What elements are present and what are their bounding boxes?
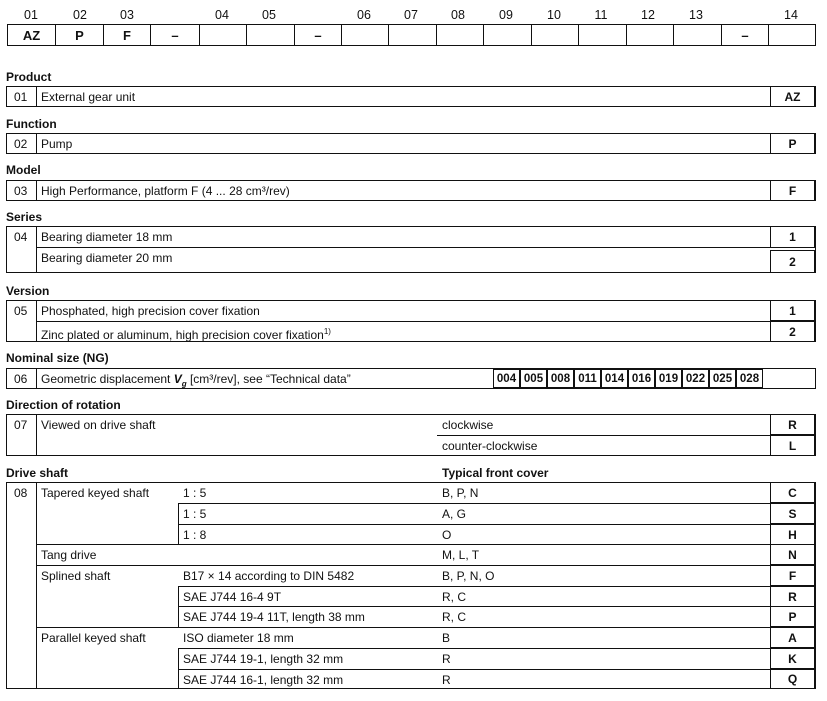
front-cover: R	[442, 652, 451, 666]
shaft-spec: B17 × 14 according to DIN 5482	[183, 569, 355, 583]
section-title-series: Series	[6, 210, 43, 224]
front-cover: B, P, N, O	[442, 569, 495, 583]
row-description: Bearing diameter 20 mm	[41, 251, 173, 265]
shaft-spec: 1 : 5	[183, 486, 207, 500]
position-number: 02	[73, 8, 87, 22]
row-number: 05	[14, 304, 28, 318]
rotation-label: clockwise	[442, 418, 494, 432]
shaft-group-name: Splined shaft	[41, 569, 111, 583]
shaft-spec: ISO diameter 18 mm	[183, 631, 294, 645]
option-code: 1	[770, 226, 815, 248]
section-title-nominal-size: Nominal size (NG)	[6, 351, 109, 365]
shaft-spec: SAE J744 16-1, length 32 mm	[183, 673, 344, 687]
code-box	[673, 24, 722, 46]
front-cover: B, P, N	[442, 486, 479, 500]
section-title-model: Model	[6, 163, 41, 177]
section-title-version: Version	[6, 284, 50, 298]
code-box	[626, 24, 674, 46]
option-code: H	[770, 524, 815, 545]
front-cover: B	[442, 631, 451, 645]
shaft-spec: SAE J744 16-4 9T	[183, 590, 282, 604]
position-number: 03	[120, 8, 134, 22]
row-number: 08	[14, 486, 28, 500]
position-number: 11	[594, 8, 608, 22]
row-number: 02	[14, 137, 28, 151]
front-cover: O	[442, 528, 452, 542]
code-box	[768, 24, 816, 46]
code-box: AZ	[7, 24, 56, 46]
position-number: 07	[404, 8, 418, 22]
function-row	[6, 133, 816, 154]
row-description: Phosphated, high precision cover fixation	[41, 304, 260, 318]
shaft-group-name: Tang drive	[41, 548, 97, 562]
row-number: 06	[14, 372, 28, 386]
position-number: 06	[357, 8, 371, 22]
code-separator: –	[150, 24, 200, 46]
nominal-size-code: 011	[574, 369, 601, 388]
shaft-group-name: Tapered keyed shaft	[41, 486, 150, 500]
code-box: F	[103, 24, 151, 46]
nominal-size-code: 005	[520, 369, 547, 388]
shaft-spec: 1 : 5	[183, 507, 207, 521]
section-title-function: Function	[6, 117, 57, 131]
position-number: 04	[215, 8, 229, 22]
option-code: R	[770, 586, 815, 607]
option-code: K	[770, 648, 815, 669]
code-separator: –	[294, 24, 342, 46]
option-code: F	[770, 180, 815, 201]
code-box	[388, 24, 437, 46]
nominal-size-code: 025	[709, 369, 736, 388]
section-title-drive-shaft: Drive shaft	[6, 466, 69, 480]
row-number: 04	[14, 230, 28, 244]
nominal-size-code: 022	[682, 369, 709, 388]
code-box	[436, 24, 484, 46]
row-description: Viewed on drive shaft	[41, 418, 156, 432]
front-cover: R, C	[442, 590, 466, 604]
position-number: 10	[547, 8, 561, 22]
option-code: 2	[770, 321, 815, 342]
code-separator: –	[721, 24, 769, 46]
front-cover: M, L, T	[442, 548, 480, 562]
nominal-size-code: 028	[736, 369, 763, 388]
row-description: Zinc plated or aluminum, high precision cover fixation$^{1)}$	[41, 327, 331, 342]
position-number: 13	[689, 8, 703, 22]
rotation-label: counter-clockwise	[442, 439, 538, 453]
nominal-size-code: 008	[547, 369, 574, 388]
position-number: 08	[451, 8, 465, 22]
position-number: 09	[499, 8, 513, 22]
option-code: L	[770, 435, 815, 456]
code-box	[531, 24, 579, 46]
nominal-size-code: 019	[655, 369, 682, 388]
position-number: 12	[641, 8, 655, 22]
section-title-product: Product	[6, 70, 52, 84]
cover-column-header: Typical front cover	[442, 466, 549, 480]
option-code: 2	[770, 250, 815, 273]
shaft-group-name: Parallel keyed shaft	[41, 631, 146, 645]
section-title-rotation: Direction of rotation	[6, 398, 121, 412]
option-code: P	[770, 133, 815, 154]
nominal-size-code: 004	[493, 369, 520, 388]
nominal-size-code: 016	[628, 369, 655, 388]
row-number: 03	[14, 184, 28, 198]
option-code: A	[770, 627, 815, 648]
option-code: P	[770, 606, 815, 627]
code-box	[341, 24, 389, 46]
code-box	[578, 24, 627, 46]
code-box	[199, 24, 247, 46]
footnote-marker: 1)	[323, 327, 331, 336]
position-number: 05	[262, 8, 276, 22]
option-code: C	[770, 482, 815, 503]
position-number: 14	[784, 8, 798, 22]
option-code: S	[770, 503, 815, 524]
code-box: P	[55, 24, 104, 46]
option-code: F	[770, 565, 815, 586]
option-code: 1	[770, 300, 815, 321]
front-cover: A, G	[442, 507, 467, 521]
option-code: N	[770, 544, 815, 565]
shaft-spec: SAE J744 19-4 11T, length 38 mm	[183, 610, 365, 624]
option-code: Q	[770, 669, 815, 689]
row-description: Bearing diameter 18 mm	[41, 230, 173, 244]
position-number: 01	[24, 8, 38, 22]
row-number: 07	[14, 418, 28, 432]
code-box	[246, 24, 295, 46]
option-code: AZ	[770, 86, 815, 107]
row-description: External gear unit	[41, 90, 136, 104]
row-description: Pump	[41, 137, 73, 151]
front-cover: R, C	[442, 610, 466, 624]
front-cover: R	[442, 673, 451, 687]
row-number: 01	[14, 90, 28, 104]
nominal-size-code: 014	[601, 369, 628, 388]
shaft-spec: SAE J744 19-1, length 32 mm	[183, 652, 344, 666]
row-description: High Performance, platform F (4 ... 28 cm³/rev)	[41, 184, 290, 198]
shaft-spec: 1 : 8	[183, 528, 207, 542]
option-code: R	[770, 414, 815, 435]
code-box	[483, 24, 532, 46]
row-description: Geometric displacement $V_g$ [cm³/rev], see “Technical data”	[41, 372, 351, 389]
